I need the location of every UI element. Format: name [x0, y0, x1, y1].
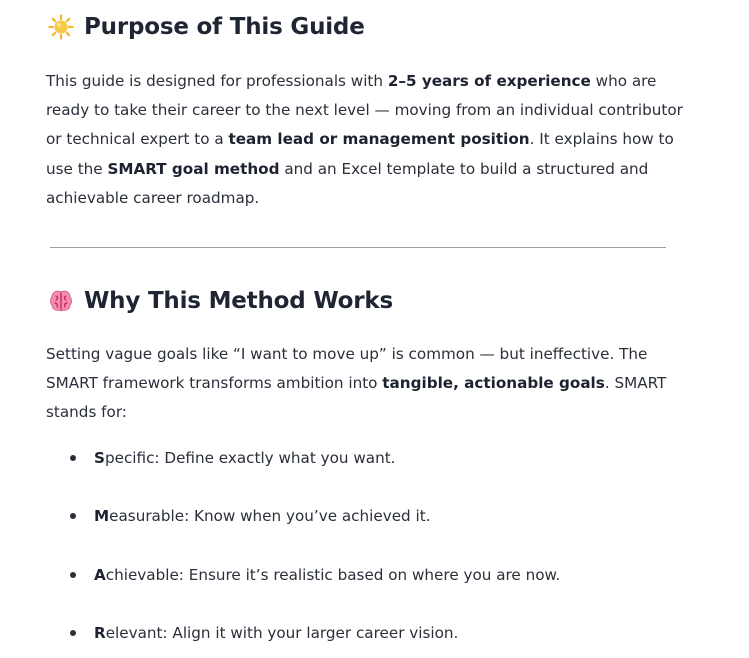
paragraph-text: This guide is designed for professionals with	[46, 72, 388, 90]
list-item	[70, 449, 396, 467]
section-title: Why This Method Works	[84, 288, 393, 314]
section-heading-purpose	[48, 14, 365, 40]
paragraph-text: and an Excel template to build a structured and achievable career roadmap.	[46, 159, 649, 207]
bold-text: SMART goal method	[107, 159, 280, 178]
letter-initial: A	[94, 566, 106, 584]
brain-icon	[48, 288, 74, 314]
bullet-icon	[70, 513, 76, 519]
sun-icon	[48, 14, 74, 40]
bold-text: 2–5 years of experience	[387, 72, 591, 90]
bullet-icon	[70, 572, 76, 578]
paragraph-text: . SMART stands for:	[46, 374, 667, 422]
purpose-paragraph	[46, 67, 686, 213]
list-item	[70, 566, 560, 584]
list-item	[70, 624, 458, 642]
paragraph-text: . It explains how to use the	[46, 130, 674, 178]
bold-text: team lead or management position	[228, 130, 530, 149]
letter-initial: M	[94, 507, 110, 525]
letter-initial: R	[94, 624, 106, 642]
section-heading-why	[48, 288, 393, 314]
letter-initial: S	[94, 449, 105, 467]
why-paragraph	[46, 340, 686, 428]
list-item-text: pecific: Define exactly what you want.	[104, 449, 396, 467]
section-title: Purpose of This Guide	[84, 14, 365, 40]
paragraph-text: Setting vague goals like “I want to move up” is common — but ineffective. The SMART framework transforms ambition into	[46, 345, 648, 393]
list-item-text: easurable: Know when you’ve achieved it.	[109, 507, 431, 525]
bullet-icon	[70, 455, 76, 461]
list-item-text: chievable: Ensure it’s realistic based on where you are now.	[105, 566, 561, 584]
list-item	[70, 507, 431, 525]
bullet-icon	[70, 630, 76, 636]
bold-text: tangible, actionable goals	[382, 374, 605, 393]
horizontal-divider	[50, 247, 666, 248]
list-item-text: elevant: Align it with your larger career vision.	[105, 624, 459, 642]
paragraph-text: who are ready to take their career to the next level — moving from an individual contributor or technical expert to a	[46, 72, 683, 149]
